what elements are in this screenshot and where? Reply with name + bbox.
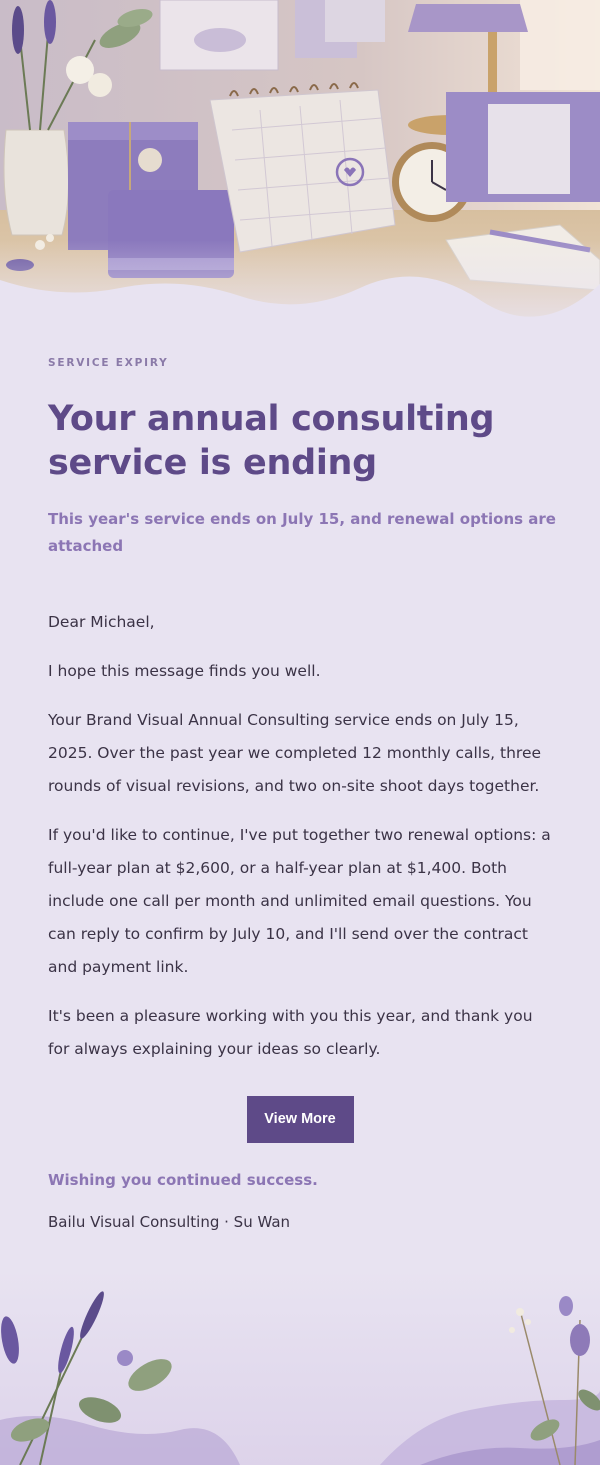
email-body — [48, 606, 558, 1066]
greeting: Dear Michael, — [48, 613, 155, 631]
email-content — [48, 350, 558, 1231]
body-paragraph: Your Brand Visual Annual Consulting service ends on July 15, 2025. Over the past year we completed 12 monthly calls, three rounds of visual revisions, and two on-site shoot days together. — [48, 711, 542, 795]
body-paragraph: It's been a pleasure working with you this year, and thank you for always explaining your ideas so clearly. — [48, 1007, 533, 1058]
view-more-button[interactable]: View More — [247, 1096, 354, 1143]
email-subtitle: This year's service ends on July 15, and renewal options are attached — [48, 510, 556, 555]
body-paragraph: I hope this message finds you well. — [48, 662, 321, 680]
email-title: Your annual consulting service is ending — [48, 399, 495, 483]
signoff: Wishing you continued success. — [48, 1171, 318, 1189]
cta-container — [48, 1096, 552, 1143]
footer-floral-decoration — [0, 1270, 600, 1465]
eyebrow-label: SERVICE EXPIRY — [48, 357, 169, 369]
signature: Bailu Visual Consulting · Su Wan — [48, 1213, 291, 1231]
hero-image — [0, 0, 600, 350]
body-paragraph: If you'd like to continue, I've put together two renewal options: a full-year plan at $2,600, or a half-year plan at $1,400. Both include one call per month and unlimited email questions. You can reply to confirm by July 10, and I'll send over the contract and payment link. — [48, 826, 551, 976]
